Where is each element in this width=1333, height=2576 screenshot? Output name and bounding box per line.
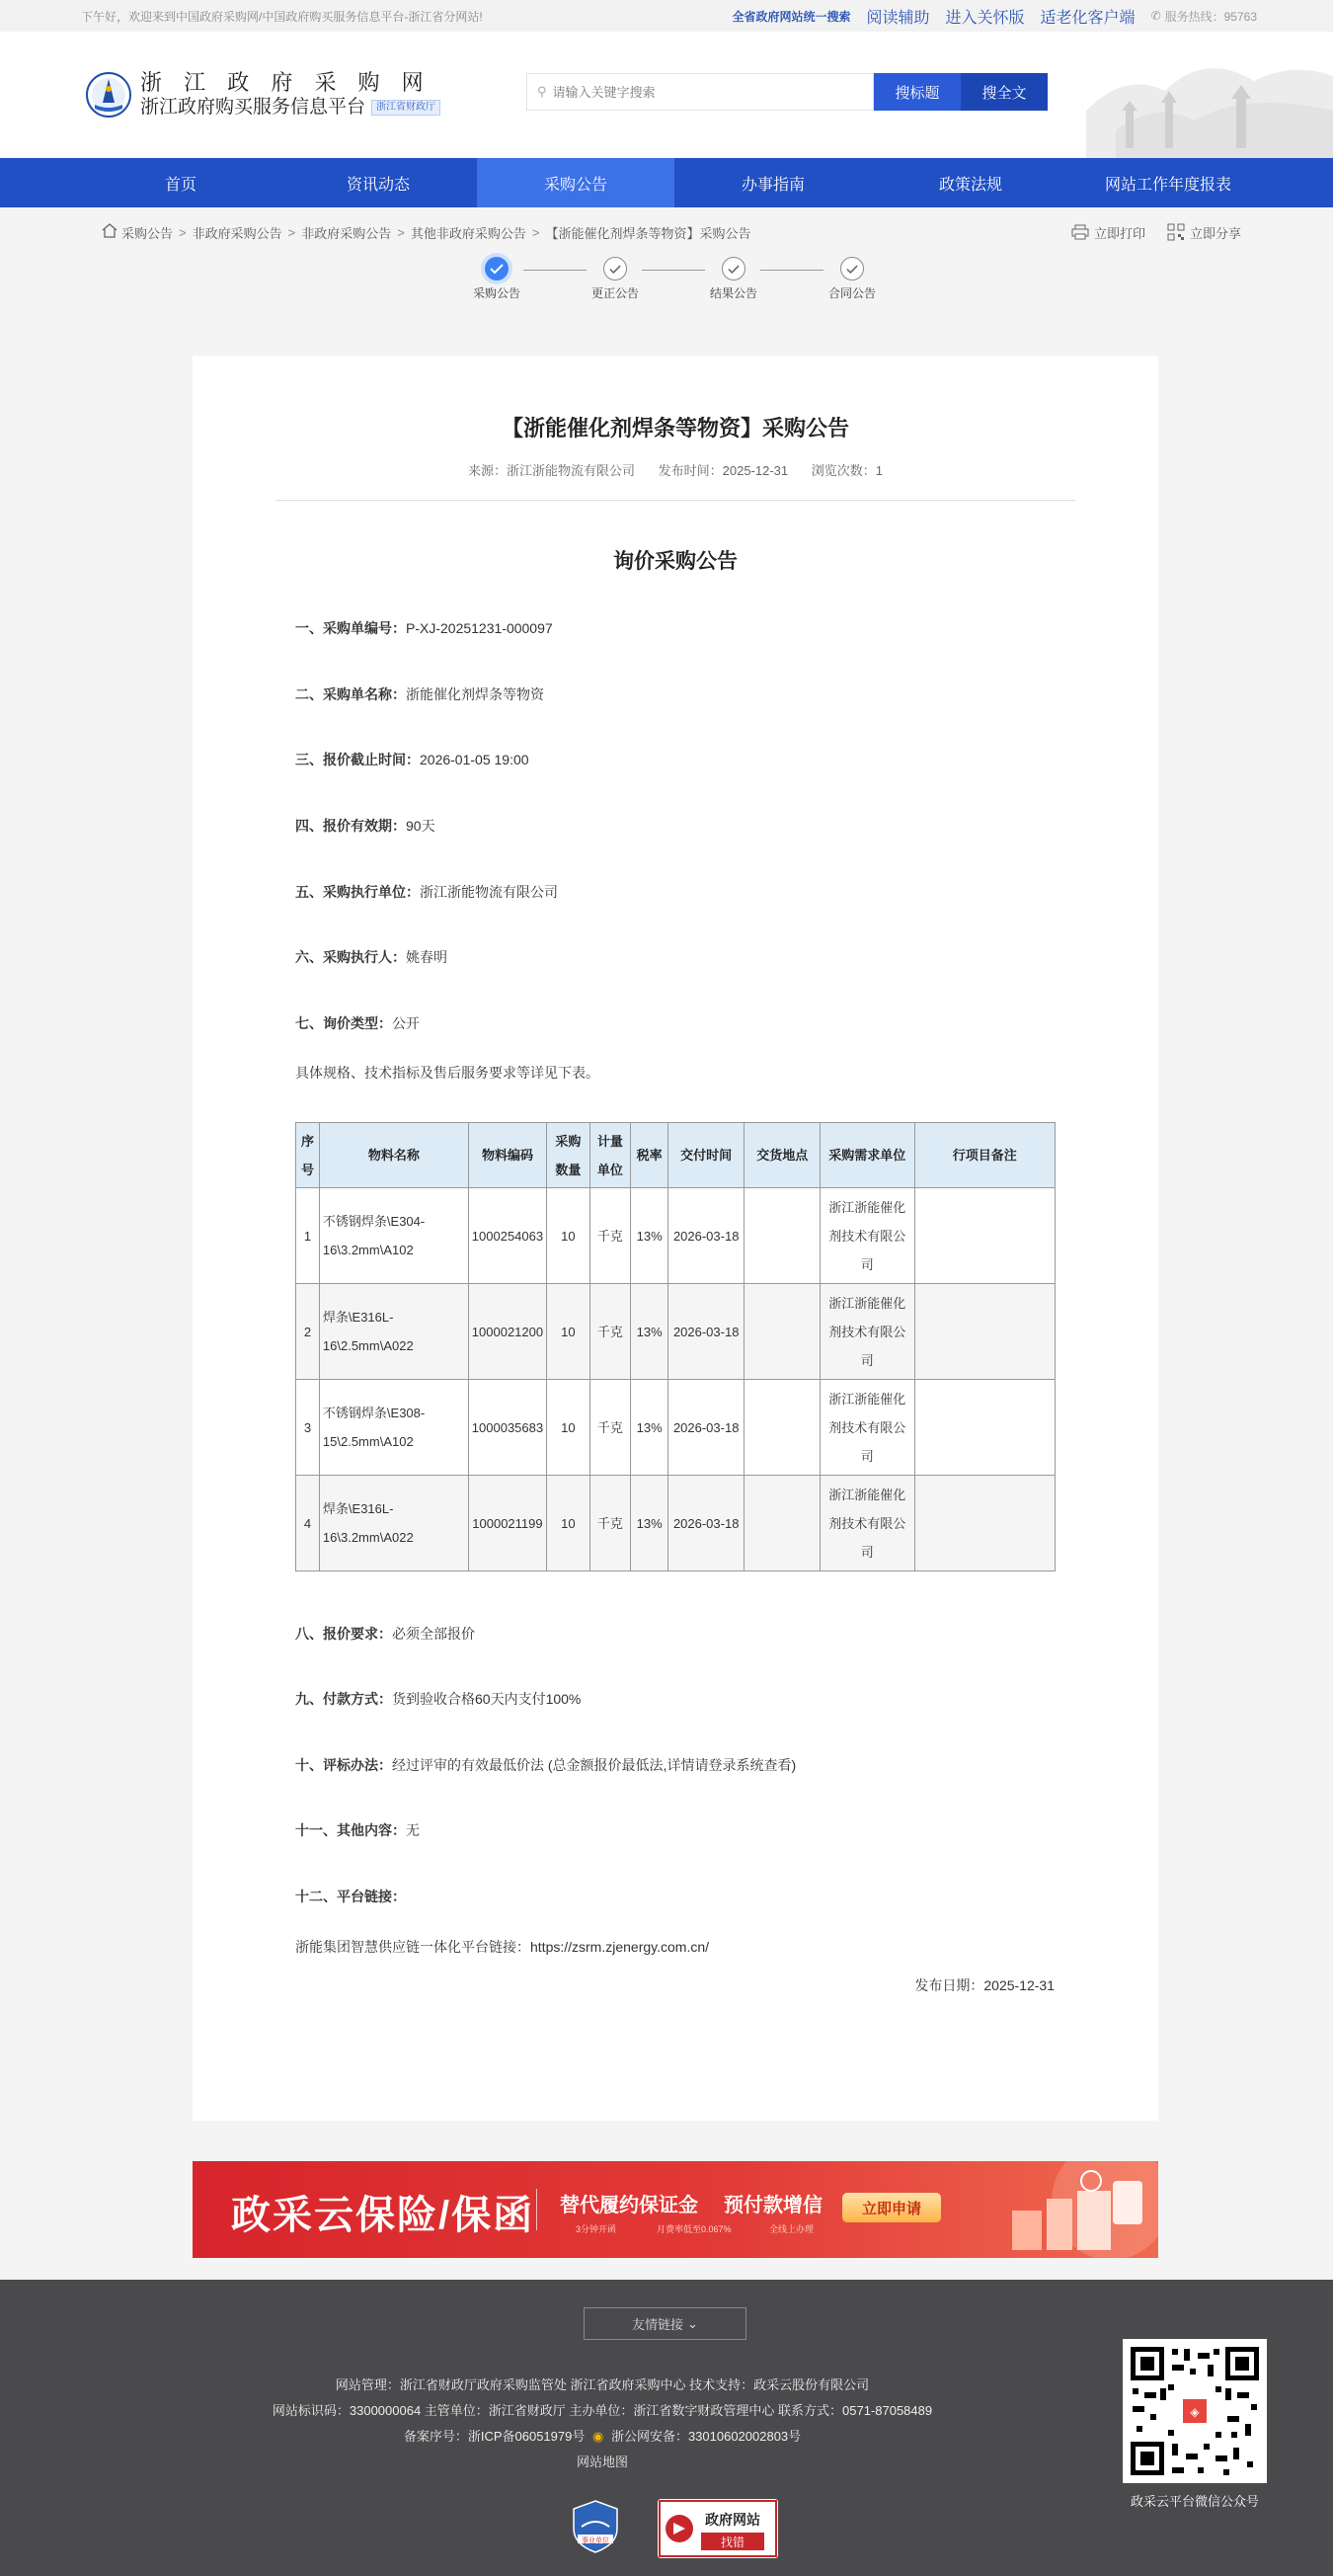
logo-line2-text: 浙江政府购买服务信息平台 — [140, 97, 366, 118]
top-links — [733, 5, 1258, 28]
field-evaluation: 十、评标办法：经过评审的有效最低价法 (总金额报价最低法,详情请登录系统查看) — [295, 1757, 797, 1773]
article-views: 浏览次数：1 — [811, 463, 883, 478]
banner-slogan1: 替代履约保证金 — [560, 2195, 698, 2216]
nav-procurement-notice[interactable]: 采购公告 — [477, 158, 674, 207]
breadcrumb-separator: > — [531, 224, 540, 240]
sitemap-link[interactable]: 网站地图 — [576, 2455, 628, 2469]
footer-identification: 网站标识码：3300000064 主管单位：浙江省财政厅 主办单位：浙江省数字财政管理中心 联系方式：0571-87058489 — [272, 2403, 933, 2418]
print-button[interactable] — [1071, 223, 1145, 242]
field-validity: 四、报价有效期：90天 — [295, 818, 435, 834]
column-header: 行项目备注 — [914, 1123, 1056, 1188]
banner-title: 政采云保险/保函 — [231, 2194, 535, 2237]
article-meta — [193, 460, 1158, 479]
field-deadline: 三、报价截止时间：2026-01-05 19:00 — [295, 752, 529, 767]
care-version-link[interactable]: 进入关怀版 — [945, 9, 1025, 27]
police-record-link[interactable]: 浙公网安备：33010602002803号 — [610, 2429, 802, 2444]
field-inquiry-type: 七、询价类型：公开 — [295, 1015, 420, 1031]
main-nav — [0, 158, 1333, 207]
step-label: 更正公告 — [590, 286, 639, 300]
column-header: 物料编码 — [468, 1123, 546, 1188]
step-label: 采购公告 — [472, 286, 520, 300]
check-icon — [722, 257, 745, 281]
site-logo[interactable] — [85, 69, 440, 121]
breadcrumb-item[interactable]: 非政府采购公告 — [301, 225, 392, 241]
article-subtitle: 询价采购公告 — [613, 550, 738, 573]
publish-date: 发布日期：2025-12-31 — [914, 1977, 1055, 1993]
friend-links-label: 友情链接 — [632, 2317, 684, 2332]
table-intro: 具体规格、技术指标及售后服务要求等详见下表。 — [295, 1065, 599, 1081]
column-header: 采购需求单位 — [821, 1123, 914, 1188]
pagoda-scenery-icon — [1086, 32, 1333, 158]
step-result-notice[interactable] — [694, 257, 773, 301]
column-header: 交货地点 — [745, 1123, 821, 1188]
step-correction-notice[interactable] — [576, 257, 655, 301]
nav-annual-report[interactable]: 网站工作年度报表 — [1104, 176, 1231, 194]
table-row: 3 不锈钢焊条\E308-15\2.5mm\A102 1000035683 10 千克 13% 2026-03-18 浙江浙能催化剂技术有限公司 — [296, 1380, 1056, 1476]
chevron-down-icon: ⌄ — [687, 2315, 698, 2331]
friend-links-dropdown[interactable] — [584, 2307, 746, 2340]
search-icon: ⚲ — [537, 84, 547, 99]
logo-text — [140, 70, 440, 120]
column-header: 序号 — [296, 1123, 320, 1188]
platform-link[interactable]: 浙能集团智慧供应链一体化平台链接：https://zsrm.zjenergy.com.cn/ — [295, 1939, 710, 1955]
phone-icon: ✆ — [1150, 9, 1161, 23]
elderly-client-link[interactable]: 适老化客户端 — [1040, 9, 1136, 27]
badge-caption: 事业单位 — [582, 2536, 609, 2544]
article-title: 【浙能催化剂焊条等物资】采购公告 — [501, 416, 849, 441]
breadcrumb-separator: > — [397, 224, 405, 240]
breadcrumb-item[interactable]: 非政府采购公告 — [192, 225, 282, 241]
share-qr-icon — [1167, 223, 1185, 241]
qr-caption: 政采云平台微信公众号 — [1130, 2494, 1259, 2509]
breadcrumb-separator: > — [287, 224, 296, 240]
home-icon[interactable] — [102, 223, 118, 241]
column-header: 采购数量 — [547, 1123, 590, 1188]
share-label: 立即分享 — [1189, 225, 1241, 241]
breadcrumb-current: 【浙能催化剂焊条等物资】采购公告 — [545, 225, 751, 241]
footer-management: 网站管理：浙江省财政厅政府采购监管处 浙江省政府采购中心 技术支持：政采云股份有限公司 — [335, 2377, 870, 2392]
reading-aid-link[interactable]: 阅读辅助 — [866, 9, 930, 27]
svg-text:◈: ◈ — [1190, 2405, 1200, 2419]
top-bar — [0, 0, 1333, 32]
step-contract-notice[interactable] — [813, 257, 892, 301]
share-button[interactable] — [1167, 223, 1241, 242]
page-tools — [1071, 223, 1241, 242]
print-label: 立即打印 — [1093, 225, 1145, 241]
unified-search-link[interactable]: 全省政府网站统一搜索 — [732, 9, 851, 24]
table-row: 1 不锈钢焊条\E304-16\3.2mm\A102 1000254063 10 千克 13% 2026-03-18 浙江浙能催化剂技术有限公司 — [296, 1188, 1056, 1284]
search-box — [526, 73, 874, 111]
breadcrumb-item[interactable]: 采购公告 — [121, 225, 174, 241]
search-input[interactable] — [553, 85, 849, 100]
footer — [0, 2280, 1333, 2576]
wechat-qr-code — [1123, 2339, 1267, 2483]
insurance-banner[interactable] — [193, 2161, 1158, 2258]
items-table — [295, 1122, 1056, 1571]
field-order-number: 一、采购单编号：P-XJ-20251231-000097 — [295, 620, 553, 636]
search-fulltext-button[interactable]: 搜全文 — [961, 73, 1048, 111]
column-header: 计量单位 — [589, 1123, 631, 1188]
check-icon — [603, 257, 627, 281]
badge-title: 政府网站 — [705, 2513, 760, 2529]
error-report-badge-icon — [658, 2499, 778, 2558]
banner-feature: 月费率低至0.067% — [657, 2224, 732, 2234]
article-publish-time: 发布时间：2025-12-31 — [658, 463, 789, 478]
nav-news[interactable]: 资讯动态 — [346, 176, 410, 194]
table-header-row — [296, 1123, 1056, 1188]
notice-steps — [0, 257, 1333, 316]
banner-feature: 3分钟开函 — [576, 2224, 617, 2234]
field-executor-unit: 五、采购执行单位：浙江浙能物流有限公司 — [295, 884, 558, 900]
logo-badge: 浙江省财政厅 — [371, 100, 440, 116]
logo-line1: 浙 江 政 府 采 购 网 — [140, 70, 431, 95]
field-quote-requirement: 八、报价要求：必须全部报价 — [295, 1626, 475, 1642]
banner-divider — [536, 2189, 537, 2230]
shield-badge-icon — [570, 2499, 621, 2554]
nav-home[interactable]: 首页 — [164, 176, 196, 194]
breadcrumb — [0, 207, 1333, 257]
nav-policy[interactable]: 政策法规 — [938, 176, 1002, 194]
header — [0, 32, 1333, 158]
public-institution-badge[interactable] — [570, 2499, 621, 2554]
field-platform: 十二、平台链接： — [295, 1889, 406, 1904]
apply-now-button[interactable]: 立即申请 — [842, 2193, 941, 2222]
field-payment: 九、付款方式：货到验收合格60天内支付100% — [295, 1691, 582, 1707]
hotline — [1151, 8, 1257, 25]
footer-record — [0, 2426, 1205, 2445]
check-icon — [840, 257, 864, 281]
column-header: 物料名称 — [319, 1123, 468, 1188]
printer-icon — [1071, 224, 1089, 240]
qr-code-icon — [1129, 2345, 1261, 2477]
step-label: 合同公告 — [827, 286, 876, 300]
breadcrumb-item[interactable]: 其他非政府采购公告 — [410, 225, 526, 241]
gov-website-error-report[interactable] — [658, 2499, 778, 2558]
step-label: 结果公告 — [709, 286, 757, 300]
banner-slogan2: 预付款增信 — [724, 2195, 823, 2216]
check-icon — [485, 257, 509, 281]
hotline-text: 服务热线：95763 — [1164, 9, 1257, 24]
banner-illustration-icon — [953, 2161, 1158, 2258]
search-bar — [526, 73, 1048, 111]
table-row: 2 焊条\E316L-16\2.5mm\A022 1000021200 10 千克 13% 2026-03-18 浙江浙能催化剂技术有限公司 — [296, 1284, 1056, 1380]
breadcrumb-separator: > — [179, 224, 187, 240]
column-header: 税率 — [631, 1123, 668, 1188]
field-other: 十一、其他内容：无 — [295, 1822, 420, 1838]
logo-line2 — [140, 96, 440, 120]
badge-action: 找错 — [720, 2536, 745, 2549]
field-executor-person: 六、采购执行人：姚春明 — [295, 949, 447, 965]
welcome-text: 下午好，欢迎来到中国政府采购网/中国政府购买服务信息平台-浙江省分网站! — [81, 9, 483, 24]
icp-record-link[interactable]: 备案序号：浙ICP备06051979号 — [403, 2429, 586, 2444]
article-source: 来源：浙江浙能物流有限公司 — [468, 463, 636, 478]
article-card — [193, 356, 1158, 2121]
banner-feature: 全线上办理 — [769, 2224, 815, 2234]
nav-guide[interactable]: 办事指南 — [741, 176, 805, 194]
logo-emblem-icon — [85, 69, 132, 121]
table-row: 4 焊条\E316L-16\3.2mm\A022 1000021199 10 千克 13% 2026-03-18 浙江浙能催化剂技术有限公司 — [296, 1476, 1056, 1571]
column-header: 交付时间 — [668, 1123, 745, 1188]
breadcrumb-list — [102, 223, 750, 242]
field-order-name: 二、采购单名称：浙能催化剂焊条等物资 — [295, 686, 544, 702]
search-title-button[interactable]: 搜标题 — [874, 73, 961, 111]
police-badge-icon: ◉ — [591, 2429, 604, 2444]
step-procurement-notice[interactable] — [457, 257, 536, 301]
divider — [275, 500, 1075, 501]
